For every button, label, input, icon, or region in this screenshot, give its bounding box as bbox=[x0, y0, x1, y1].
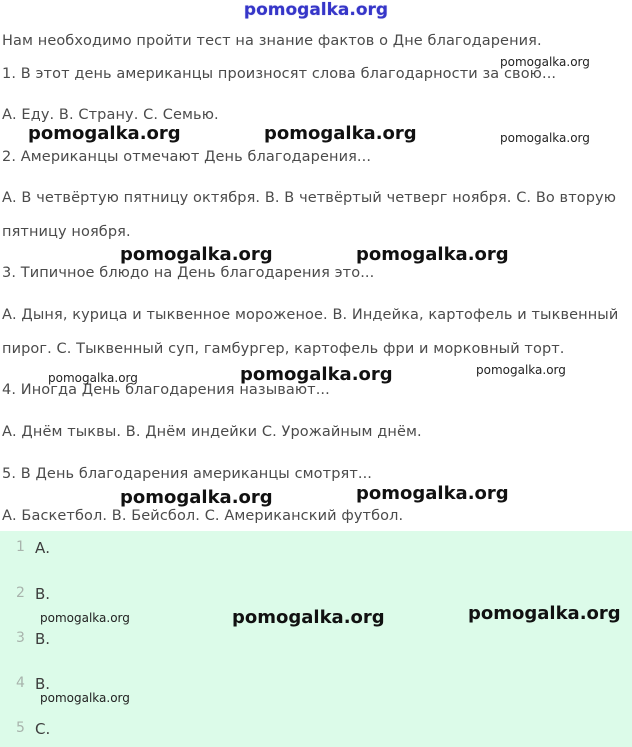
watermark: pomogalka.org bbox=[40, 611, 130, 625]
watermark: pomogalka.org bbox=[40, 691, 130, 705]
question-3: 3. Типичное блюдо на День благодарения это... bbox=[2, 265, 375, 281]
answer-number: 2 bbox=[16, 585, 25, 601]
watermark: pomogalka.org bbox=[468, 603, 621, 624]
question-3-options: А. Дыня, курица и тыквенное мороженое. В. Индейка, картофель и тыквенный bbox=[2, 307, 619, 323]
answer-number: 1 bbox=[16, 539, 25, 555]
question-3-options-cont: пирог. С. Тыквенный суп, гамбургер, картофель фри и морковный торт. bbox=[2, 341, 565, 357]
watermark: pomogalka.org bbox=[500, 131, 590, 145]
question-5-options: А. Баскетбол. В. Бейсбол. С. Американский футбол. bbox=[2, 508, 404, 524]
question-2-options: А. В четвёртую пятницу октября. В. В четвёртый четверг ноября. С. Во вторую bbox=[2, 190, 617, 206]
watermark: pomogalka.org bbox=[356, 483, 509, 504]
question-4: 4. Иногда День благодарения называют... bbox=[2, 382, 330, 398]
question-2: 2. Американцы отмечают День благодарения... bbox=[2, 149, 372, 165]
answer-text: В. bbox=[35, 630, 51, 648]
answer-number: 3 bbox=[16, 630, 25, 646]
answer-text: А. bbox=[35, 539, 51, 557]
watermark: pomogalka.org bbox=[48, 371, 138, 385]
watermark: pomogalka.org bbox=[120, 244, 273, 265]
intro-text: Нам необходимо пройти тест на знание фактов о Дне благодарения. bbox=[2, 33, 542, 49]
watermark: pomogalka.org bbox=[28, 123, 181, 144]
watermark: pomogalka.org bbox=[120, 487, 273, 508]
watermark: pomogalka.org bbox=[476, 363, 566, 377]
watermark: pomogalka.org bbox=[232, 607, 385, 628]
question-2-options-cont: пятницу ноября. bbox=[2, 224, 131, 240]
answer-text: С. bbox=[35, 720, 51, 738]
question-5: 5. В День благодарения американцы смотрят... bbox=[2, 466, 372, 482]
question-1-options: А. Еду. В. Страну. С. Семью. bbox=[2, 107, 219, 123]
answers-panel bbox=[0, 531, 632, 747]
question-4-options: А. Днём тыквы. В. Днём индейки С. Урожайным днём. bbox=[2, 424, 422, 440]
answer-text: В. bbox=[35, 675, 51, 693]
site-logo[interactable]: pomogalka.org bbox=[243, 0, 389, 20]
answer-text: В. bbox=[35, 585, 51, 603]
watermark: pomogalka.org bbox=[356, 244, 509, 265]
watermark: pomogalka.org bbox=[264, 123, 417, 144]
question-1: 1. В этот день американцы произносят слова благодарности за свою... bbox=[2, 66, 557, 82]
watermark: pomogalka.org bbox=[500, 55, 590, 69]
answer-number: 4 bbox=[16, 675, 25, 691]
answer-number: 5 bbox=[16, 720, 25, 736]
watermark: pomogalka.org bbox=[240, 364, 393, 385]
